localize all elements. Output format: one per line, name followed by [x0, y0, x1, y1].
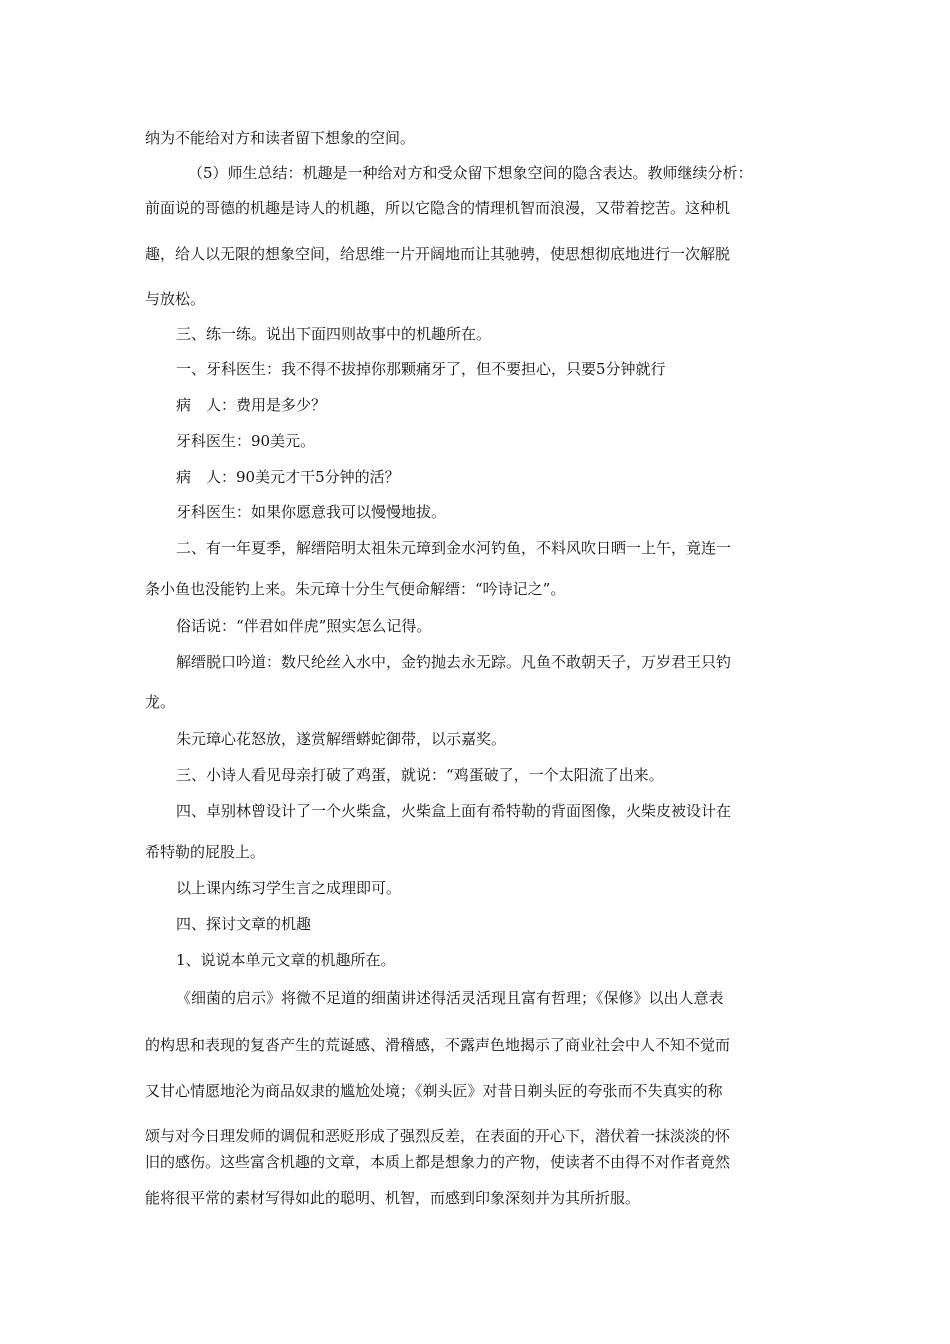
text-line: 二、有一年夏季，解缙陪明太祖朱元璋到金水河钓鱼，不料风吹日晒一上午，竟连一	[176, 539, 732, 557]
text-line: （5）师生总结：机趣是一种给对方和受众留下想象空间的隐含表达。教师继续分析：	[188, 164, 753, 182]
text-line: 朱元璋心花怒放，遂赏解缙蟒蛇御带，以示嘉奖。	[176, 730, 507, 748]
section-heading: 三、练一练。说出下面四则故事中的机趣所在。	[176, 325, 492, 343]
text-line: 纳为不能给对方和读者留下想象的空间。	[145, 129, 416, 147]
text-line: 一、牙科医生：我不得不拔掉你那颗痛牙了，但不要担心，只要5分钟就行	[176, 360, 666, 378]
text-line: 四、卓别林曾设计了一个火柴盒，火柴盒上面有希特勒的背面图像，火柴皮被设计在	[176, 802, 732, 820]
text-line: 牙科医生：90美元。	[176, 432, 316, 450]
text-line: 牙科医生：如果你愿意我可以慢慢地拔。	[176, 503, 447, 521]
section-heading: 四、探讨文章的机趣	[176, 915, 312, 933]
text-line: 与放松。	[145, 290, 206, 308]
text-line: 旧的感伤。这些富含机趣的文章，本质上都是想象力的产物，使读者不由得不对作者竟然	[145, 1153, 731, 1171]
text-line: 条小鱼也没能钓上来。朱元璋十分生气便命解缙：“吟诗记之”。	[145, 580, 566, 598]
text-line: 又甘心情愿地沦为商品奴隶的尴尬处境；《剃头匠》对昔日剃头匠的夸张而不失真实的称	[145, 1082, 723, 1100]
text-line: 能将很平常的素材写得如此的聪明、机智，而感到印象深刻并为其所折服。	[145, 1189, 641, 1207]
text-line: 1、说说本单元文章的机趣所在。	[176, 951, 396, 969]
text-line: 三、小诗人看见母亲打破了鸡蛋，就说：“鸡蛋破了，一个太阳流了出来。	[176, 766, 664, 784]
text-line: 解缙脱口吟道：数尺纶丝入水中，金钓抛去永无踪。凡鱼不敢朝天子，万岁君王只钓	[176, 653, 732, 671]
text-line: 病 人：费用是多少？	[176, 396, 327, 414]
text-line: 病 人：90美元才干5分钟的活？	[176, 468, 400, 486]
text-line: 龙。	[145, 693, 176, 711]
text-line: 前面说的哥德的机趣是诗人的机趣，所以它隐含的情理机智而浪漫，又带着挖苦。这种机	[145, 199, 731, 217]
text-line: 趣，给人以无限的想象空间，给思维一片开阔地而让其驰骋，使思想彻底地进行一次解脱	[145, 245, 731, 263]
text-line: 希特勒的屁股上。	[145, 843, 266, 861]
text-line: 颂与对今日理发师的调侃和恶贬形成了强烈反差，在表面的开心下，潜伏着一抹淡淡的怀	[145, 1127, 731, 1145]
text-line: 俗话说：“伴君如伴虎”照实怎么记得。	[176, 617, 432, 635]
text-line: 《细菌的启示》将微不足道的细菌讲述得活灵活现且富有哲理；《保修》以出人意表	[176, 989, 724, 1007]
text-line: 的构思和表现的复沓产生的荒诞感、滑稽感，不露声色地揭示了商业社会中人不知不觉而	[145, 1036, 731, 1054]
text-line: 以上课内练习学生言之成理即可。	[176, 879, 402, 897]
